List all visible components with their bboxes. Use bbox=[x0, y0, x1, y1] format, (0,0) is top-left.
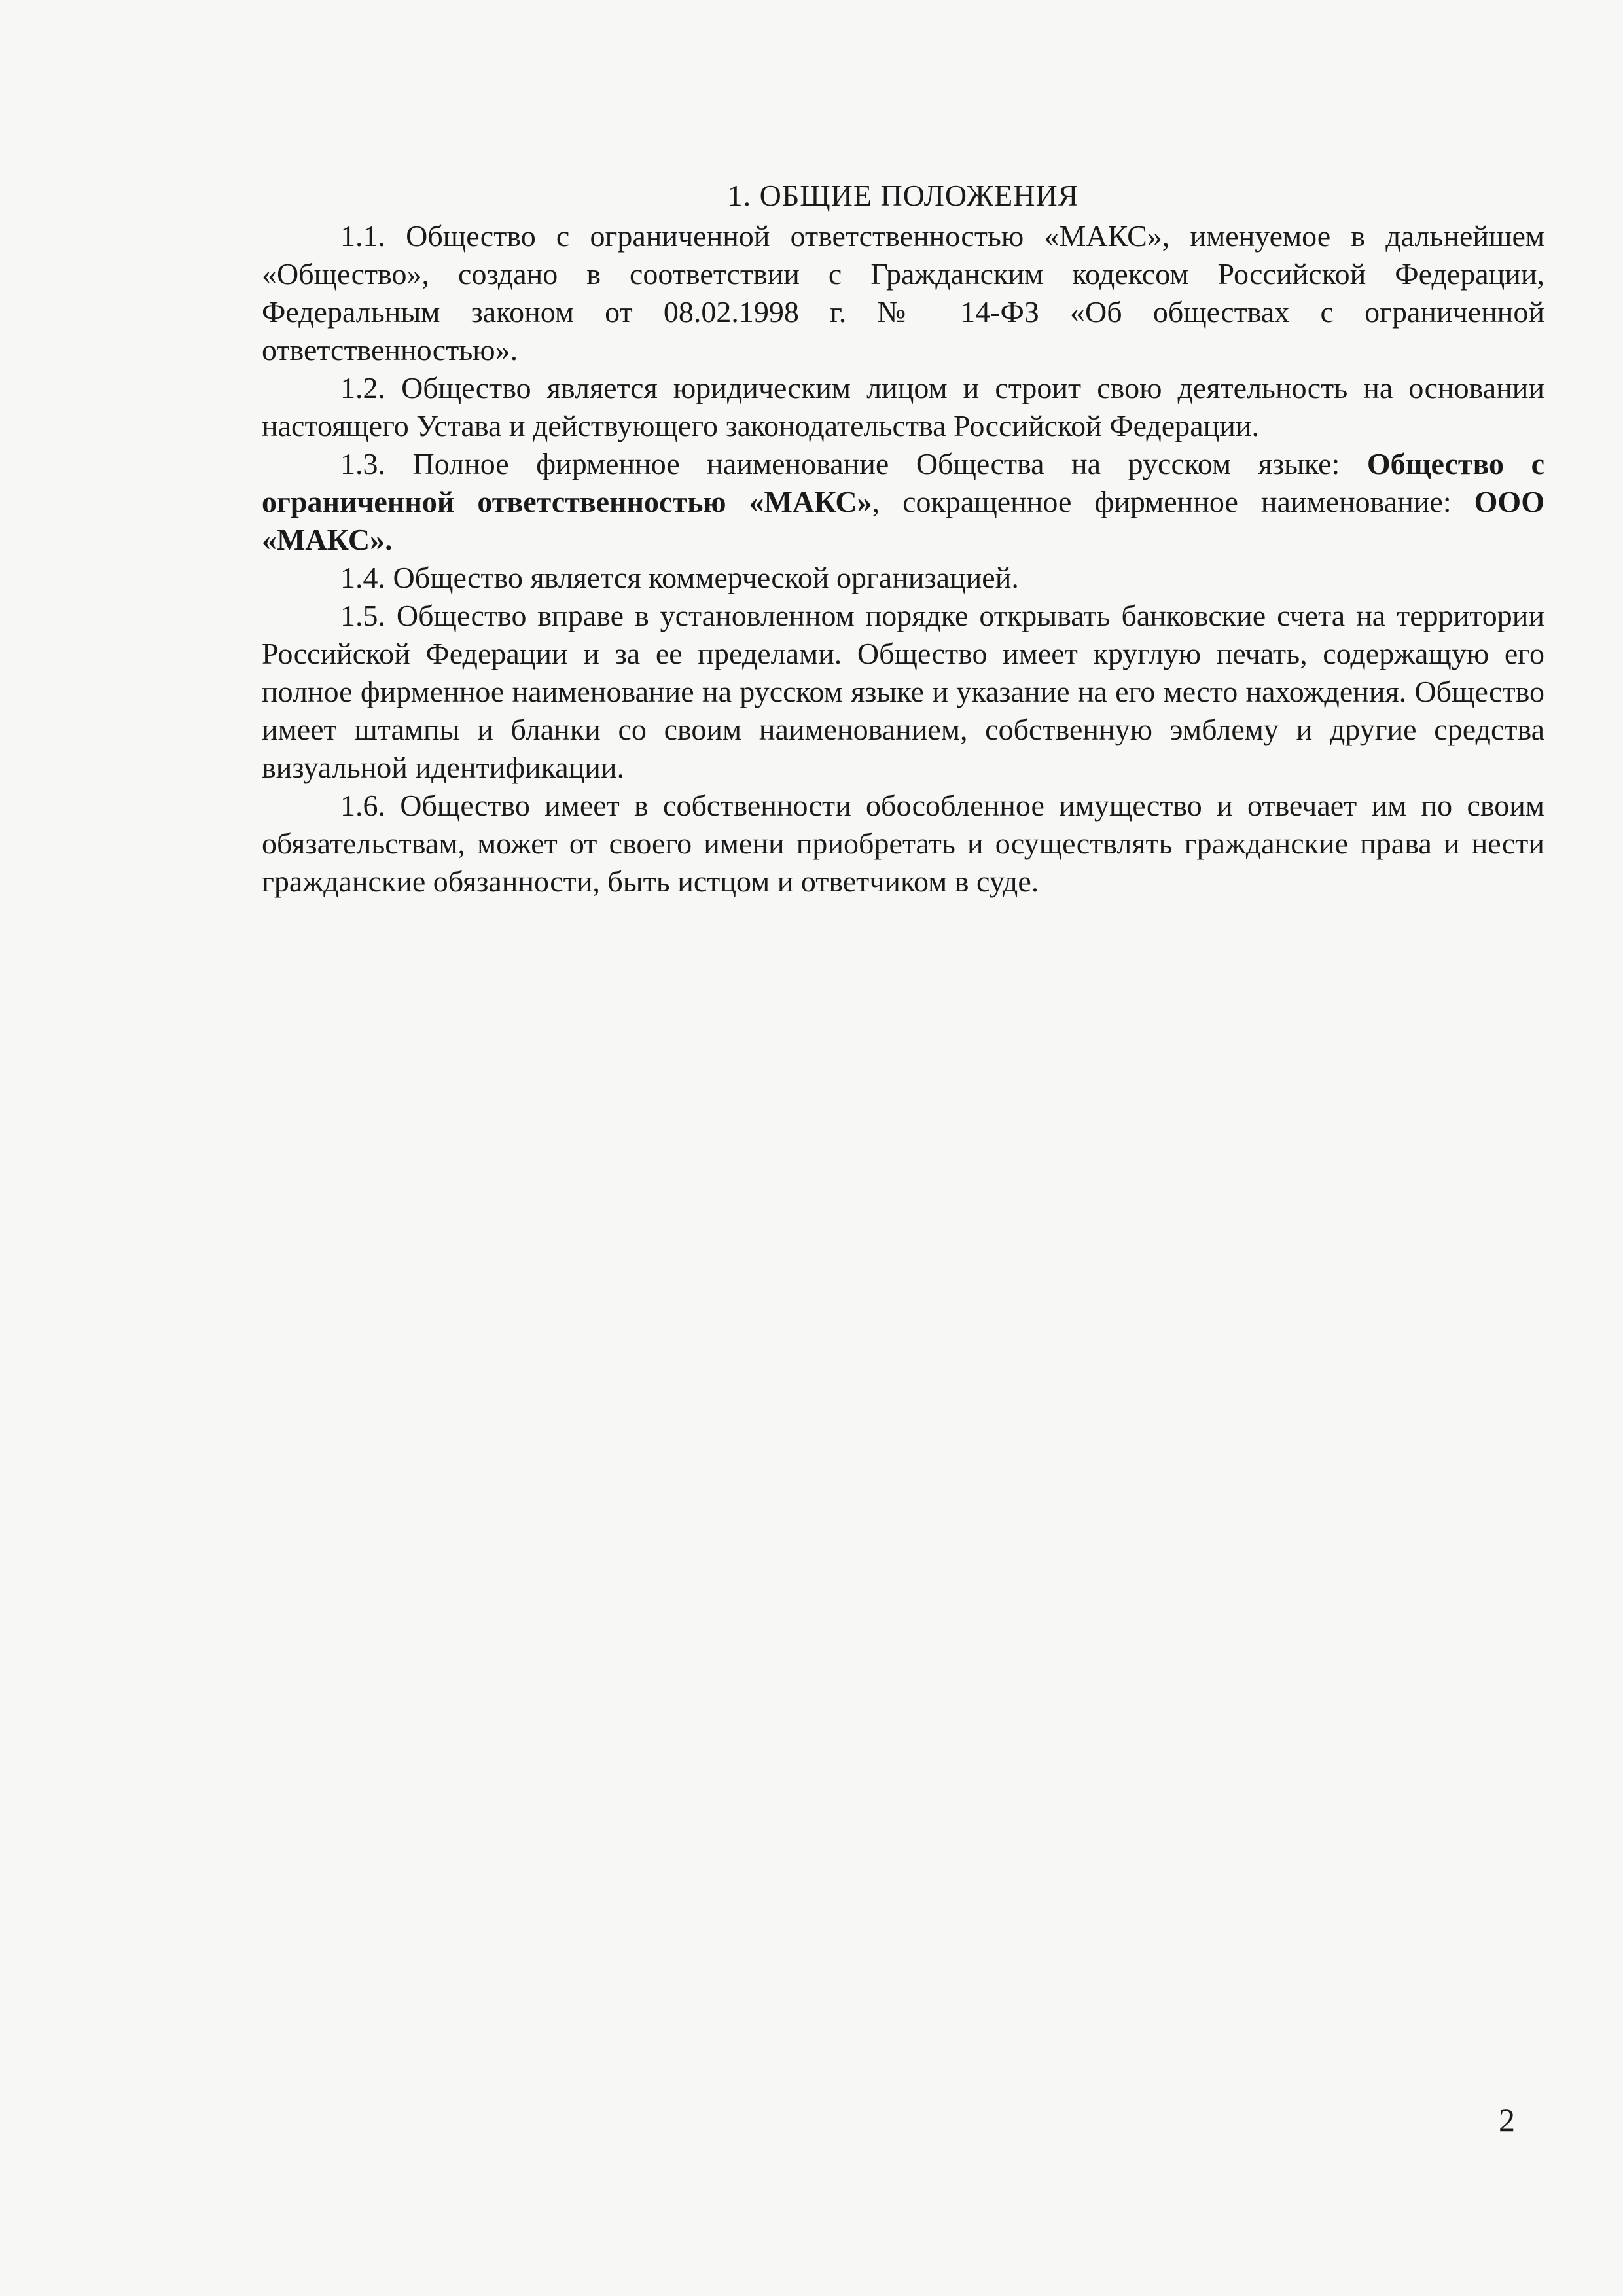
short-company-name: ООО «МАКС». bbox=[262, 485, 1544, 556]
clause-1-4: 1.4. Общество является коммерческой организацией. bbox=[340, 561, 1019, 594]
clause-1-6: 1.6. Общество имеет в собственности обособленное имущество и отвечает им по своим обязательствам, может от своего имени приобретать и осуществлять гражданские права и нести гражданские обязанности, быть истцом и ответчиком в суде. bbox=[262, 789, 1544, 898]
clause-1-3-text: , сокращенное фирменное наименование: bbox=[872, 485, 1474, 518]
clause-1-2: 1.2. Общество является юридическим лицом и строит свою деятельность на основании настоящего Устава и действующего законодательства Российской Федерации. bbox=[262, 371, 1544, 442]
full-company-name: Общество с ограниченной ответственностью «МАКС» bbox=[262, 447, 1544, 518]
clause-1-3 bbox=[262, 445, 1544, 559]
page-number: 2 bbox=[1499, 2102, 1515, 2138]
clause-1-1: 1.1. Общество с ограниченной ответственностью «МАКС», именуемое в дальнейшем «Общество», создано в соответствии с Гражданским кодексом Российской Федерации, Федеральным законом от 08.02.1998 г. № 14-ФЗ «Об обществах с ограниченной ответственностью». bbox=[262, 219, 1544, 367]
section-heading: 1. ОБЩИЕ ПОЛОЖЕНИЯ bbox=[727, 179, 1079, 212]
clause-1-5: 1.5. Общество вправе в установленном порядке открывать банковские счета на территории Российской Федерации и за ее пределами. Общество имеет круглую печать, содержащую его полное фирменное наименование на русском языке и указание на его место нахождения. Общество имеет штампы и бланки со своим наименованием, собственную эмблему и другие средства визуальной идентификации. bbox=[262, 599, 1544, 784]
document-body bbox=[262, 177, 1544, 901]
clause-1-3-text: 1.3. Полное фирменное наименование Общества на русском языке: bbox=[340, 447, 1367, 480]
